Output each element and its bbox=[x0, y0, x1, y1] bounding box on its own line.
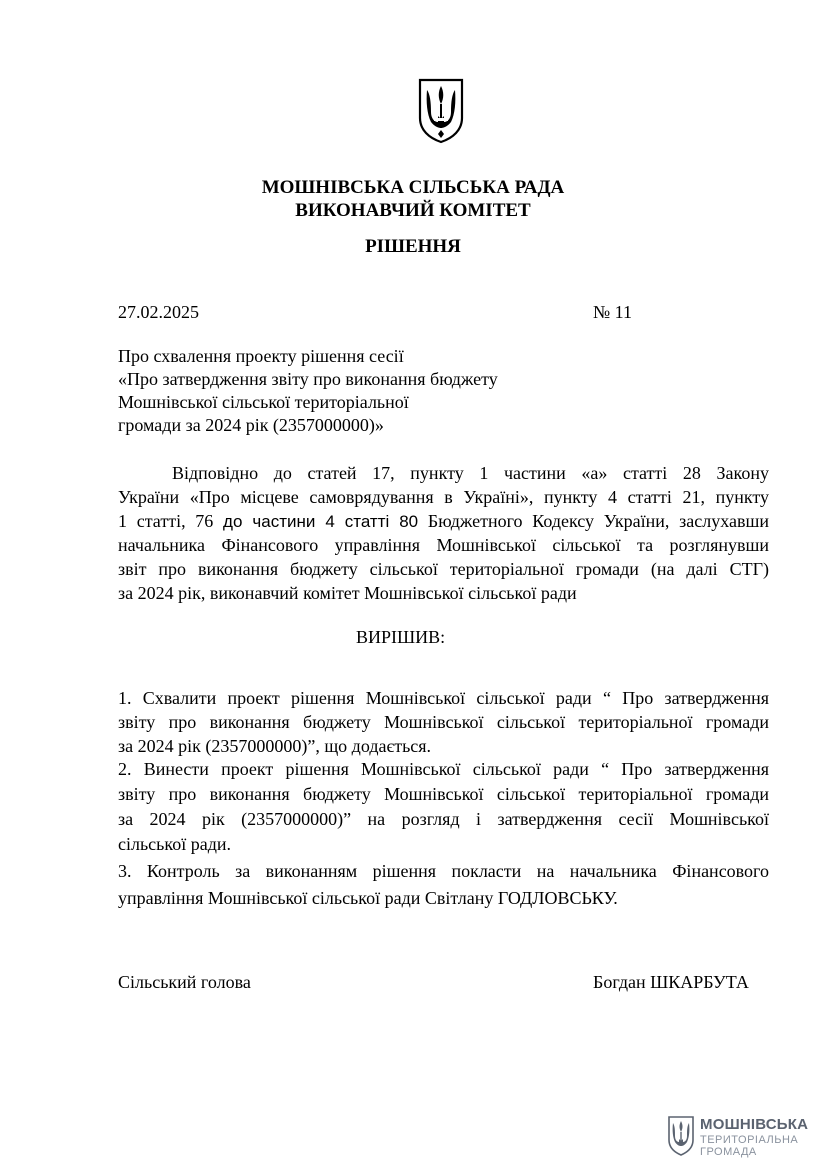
preamble-text-sans: до частини 4 статті 80 bbox=[223, 512, 419, 531]
subject-line: Мошнівської сільської територіальної bbox=[118, 392, 409, 412]
preamble-text: Бюджетного Кодексу України, заслухавши bbox=[418, 511, 769, 531]
council-name: МОШНІВСЬКА СІЛЬСЬКА РАДА bbox=[261, 177, 565, 198]
item-line: 1. Схвалити проект рішення Мошнівської сільської ради “ Про затвердження bbox=[118, 688, 769, 708]
logo-subtitle: ГРОМАДА bbox=[700, 1146, 757, 1158]
preamble-line: України «Про місцеве самоврядування в Україні», пункту 4 статті 21, пункту bbox=[118, 487, 769, 507]
document-type: РІШЕННЯ bbox=[365, 236, 461, 257]
preamble-line: за 2024 рік, виконавчий комітет Мошнівської сільської ради bbox=[118, 583, 577, 603]
preamble-line: начальника Фінансового управління Мошнівської сільської та розглянувши bbox=[118, 535, 769, 555]
signatory-position: Сільський голова bbox=[118, 972, 251, 992]
decision-item-1 bbox=[118, 688, 769, 760]
item-line: звіту про виконання бюджету Мошнівської сільської територіальної громади bbox=[118, 712, 769, 732]
logo-title: МОШНІВСЬКА bbox=[700, 1116, 809, 1133]
document-number: № 11 bbox=[593, 302, 633, 322]
committee-name: ВИКОНАВЧИЙ КОМІТЕТ bbox=[295, 200, 531, 221]
subject-line: «Про затвердження звіту про виконання бюджету bbox=[118, 369, 498, 389]
preamble-line: Відповідно до статей 17, пункту 1 частини «а» статті 28 Закону bbox=[172, 463, 769, 483]
preamble-line: звіт про виконання бюджету сільської територіальної громади (на далі СТГ) bbox=[118, 559, 769, 579]
item-line: 2. Винести проект рішення Мошнівської сільської ради “ Про затвердження bbox=[118, 759, 769, 779]
preamble-text: 1 статті, 76 bbox=[118, 511, 224, 531]
trident-logo-icon bbox=[667, 1116, 695, 1156]
decision-item-3 bbox=[118, 861, 769, 911]
decided-heading: ВИРІШИВ: bbox=[356, 627, 446, 647]
item-line: 3. Контроль за виконанням рішення покласти на начальника Фінансового bbox=[118, 861, 769, 881]
decision-item-2 bbox=[118, 759, 769, 859]
item-line: за 2024 рік (2357000000)”, що додається. bbox=[118, 736, 432, 756]
document-date: 27.02.2025 bbox=[118, 302, 199, 322]
subject-line: громади за 2024 рік (2357000000)» bbox=[118, 415, 384, 435]
preamble-paragraph bbox=[118, 463, 769, 613]
preamble-line bbox=[118, 511, 769, 532]
item-line: за 2024 рік (2357000000)” на розгляд і затвердження сесії Мошнівської bbox=[118, 809, 769, 829]
item-line: звіту про виконання бюджету Мошнівської сільської територіальної громади bbox=[118, 784, 769, 804]
item-line: сільської ради. bbox=[118, 834, 231, 854]
trident-coat-of-arms-icon bbox=[417, 78, 465, 144]
community-logo bbox=[667, 1114, 807, 1160]
signatory-name: Богдан ШКАРБУТА bbox=[593, 972, 749, 992]
item-line: управління Мошнівської сільської ради Світлану ГОДЛОВСЬКУ. bbox=[118, 888, 618, 908]
subject-line: Про схвалення проекту рішення сесії bbox=[118, 346, 404, 366]
logo-subtitle: ТЕРИТОРІАЛЬНА bbox=[700, 1134, 799, 1146]
